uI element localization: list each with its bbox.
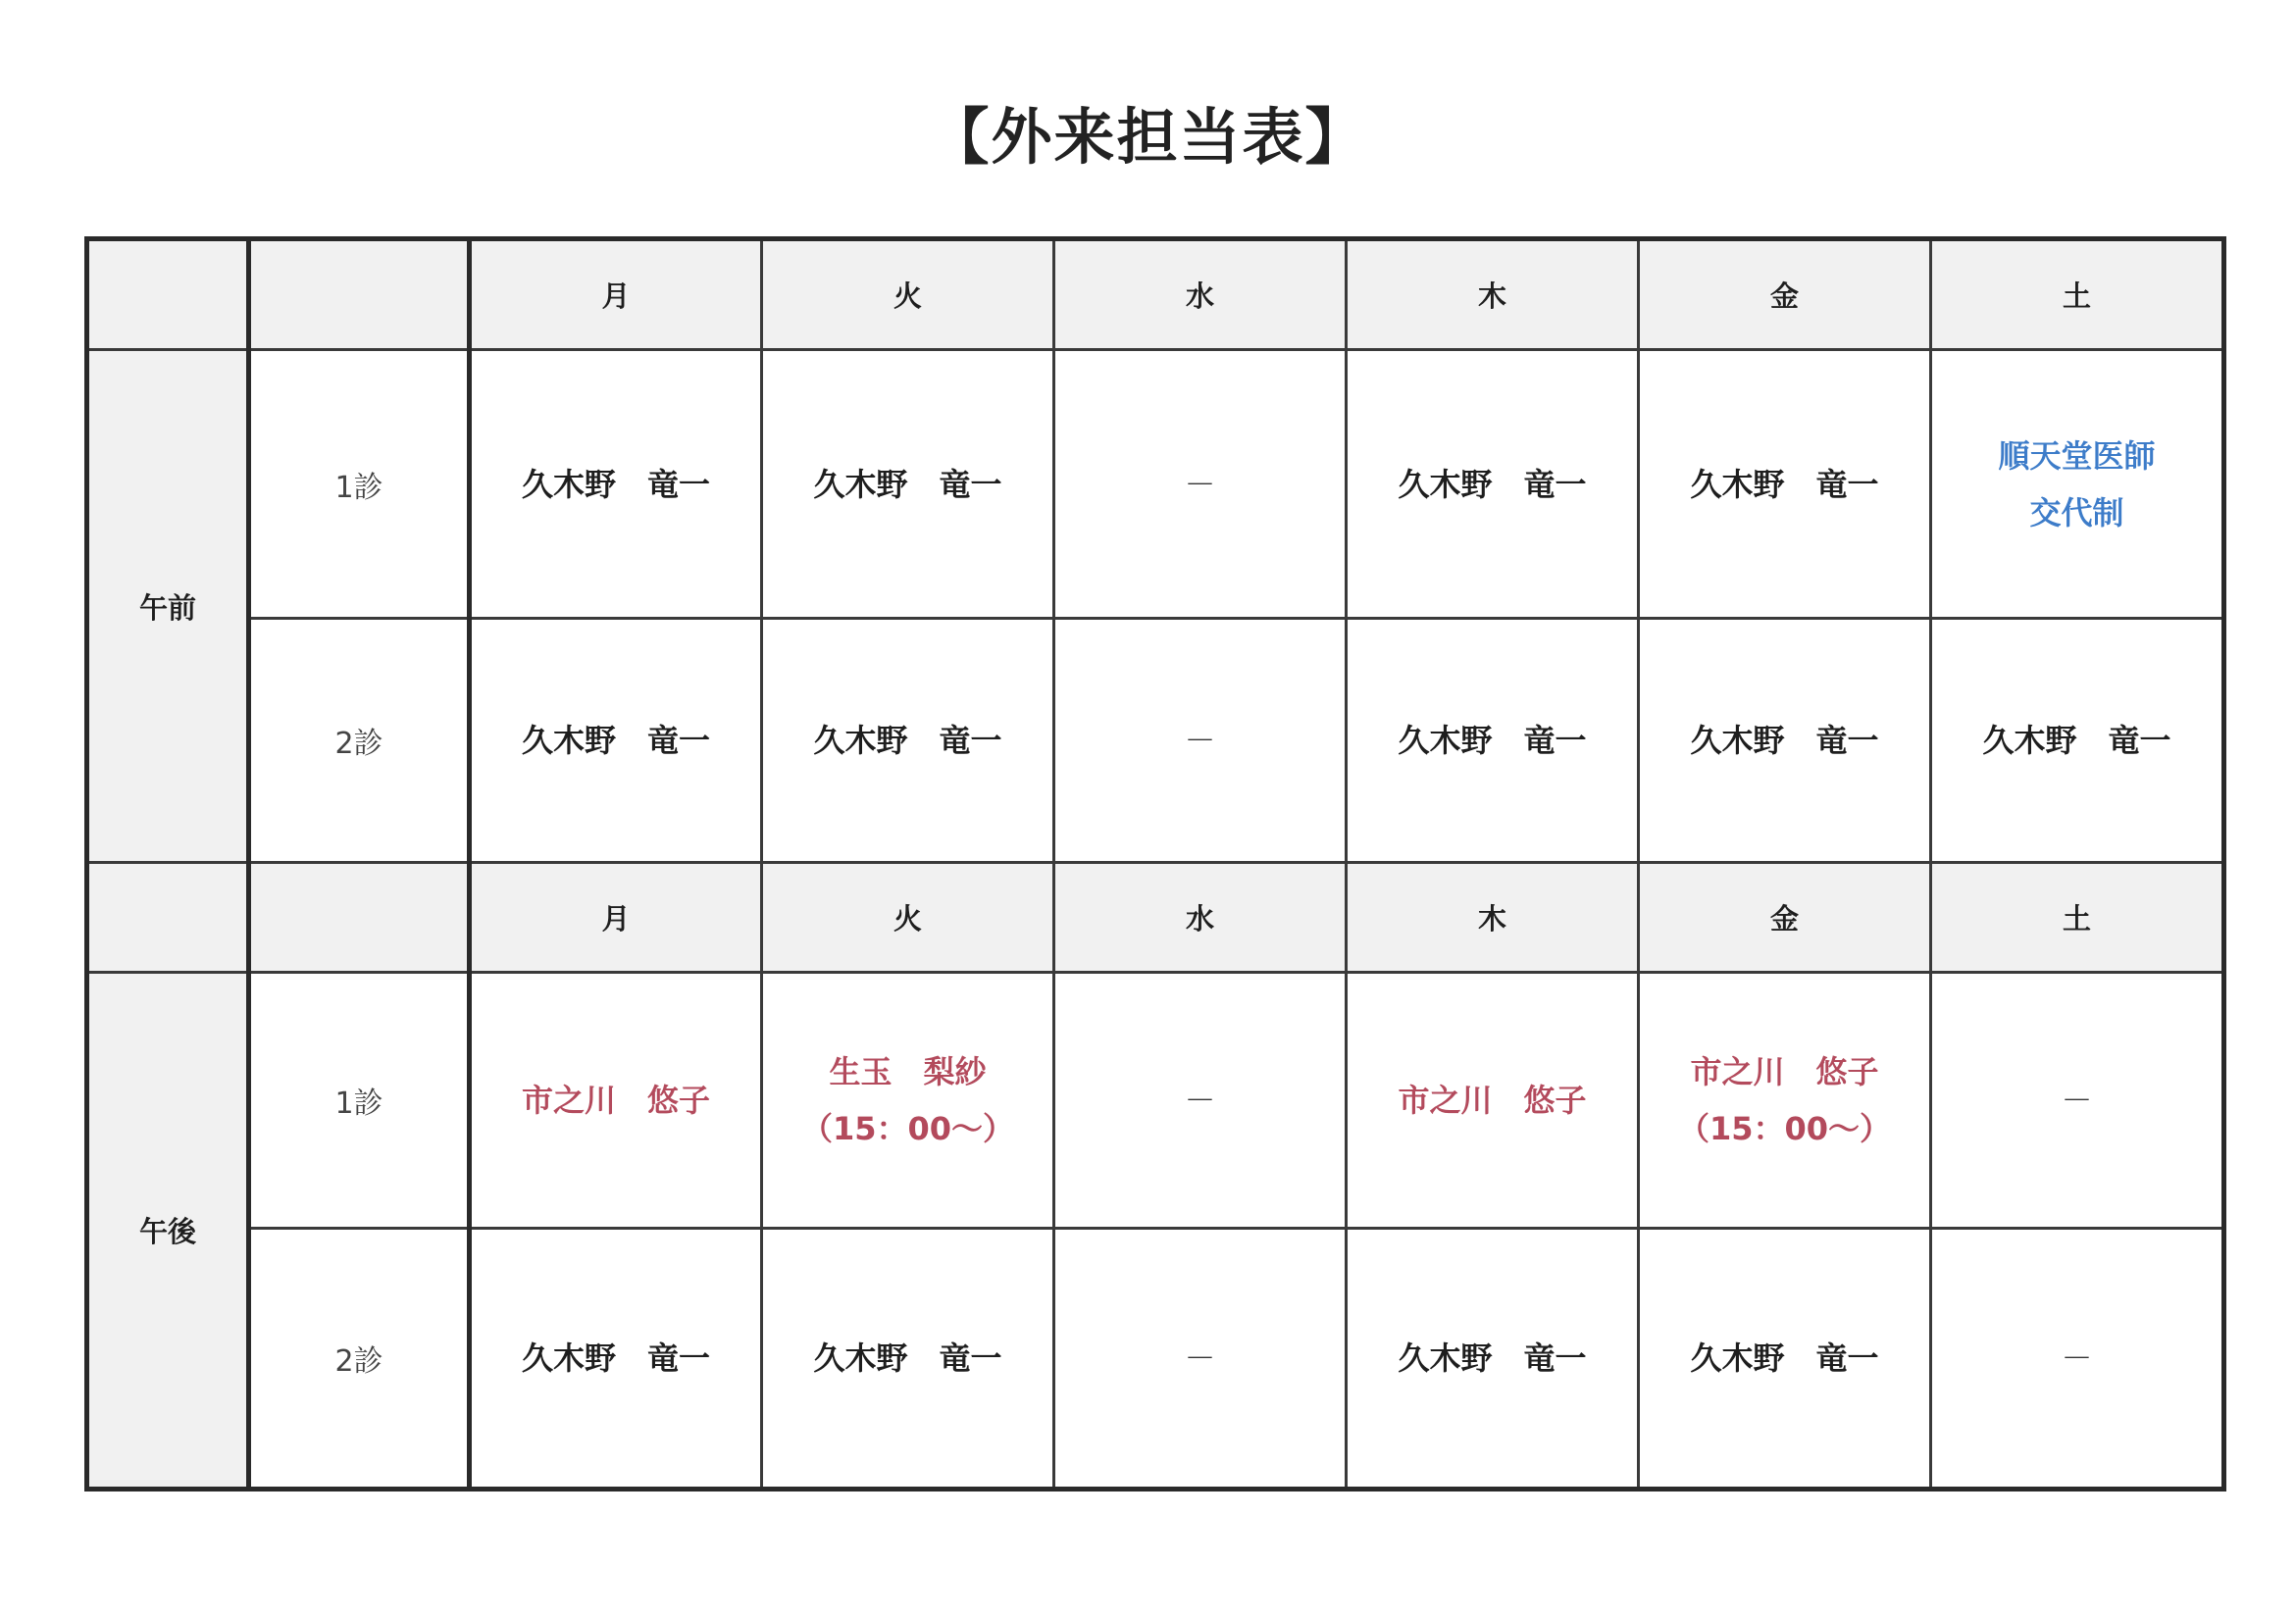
header-blank-period [87, 239, 249, 350]
schedule-cell-am1-thu: 久木野 竜一 [1347, 350, 1639, 619]
day-header-thu: 木 [1347, 239, 1639, 350]
schedule-cell-pm2-fri: 久木野 竜一 [1639, 1229, 1931, 1490]
afternoon-slot2-row [87, 1229, 2224, 1490]
header-blank-slot [249, 239, 470, 350]
day-header-sat: 土 [1931, 863, 2224, 973]
afternoon-slot1-row [87, 973, 2224, 1229]
day-header-wed: 水 [1054, 863, 1347, 973]
slot-label: 1診 [249, 350, 470, 619]
schedule-cell-pm2-mon: 久木野 竜一 [470, 1229, 762, 1490]
afternoon-day-header-row [87, 863, 2224, 973]
morning-day-header-row [87, 239, 2224, 350]
slot-label: 2診 [249, 1229, 470, 1490]
schedule-cell-am2-sat: 久木野 竜一 [1931, 619, 2224, 863]
schedule-cell-am1-wed: － [1054, 350, 1347, 619]
day-header-tue: 火 [762, 863, 1054, 973]
day-header-mon: 月 [470, 239, 762, 350]
schedule-cell-am2-wed: － [1054, 619, 1347, 863]
day-header-tue: 火 [762, 239, 1054, 350]
slot-label: 1診 [249, 973, 470, 1229]
schedule-cell-am1-fri: 久木野 竜一 [1639, 350, 1931, 619]
schedule-cell-am2-tue: 久木野 竜一 [762, 619, 1054, 863]
day-header-fri: 金 [1639, 239, 1931, 350]
schedule-cell-pm1-tue: 生玉 梨紗 （15：00～） [762, 973, 1054, 1229]
schedule-cell-pm2-tue: 久木野 竜一 [762, 1229, 1054, 1490]
page-title: 【外来担当表】 [928, 101, 1368, 173]
schedule-cell-pm1-fri: 市之川 悠子 （15：00～） [1639, 973, 1931, 1229]
morning-slot2-row [87, 619, 2224, 863]
schedule-cell-am1-tue: 久木野 竜一 [762, 350, 1054, 619]
schedule-cell-pm2-thu: 久木野 竜一 [1347, 1229, 1639, 1490]
schedule-cell-am2-thu: 久木野 竜一 [1347, 619, 1639, 863]
schedule-cell-pm1-mon: 市之川 悠子 [470, 973, 762, 1229]
day-header-thu: 木 [1347, 863, 1639, 973]
morning-slot1-row [87, 350, 2224, 619]
schedule-cell-am2-mon: 久木野 竜一 [470, 619, 762, 863]
schedule-cell-pm1-wed: － [1054, 973, 1347, 1229]
period-label-afternoon: 午後 [87, 973, 249, 1490]
schedule-cell-am2-fri: 久木野 竜一 [1639, 619, 1931, 863]
day-header-sat: 土 [1931, 239, 2224, 350]
schedule-cell-am1-mon: 久木野 竜一 [470, 350, 762, 619]
schedule-cell-pm1-sat: － [1931, 973, 2224, 1229]
period-label-morning: 午前 [87, 350, 249, 863]
schedule-cell-pm2-sat: － [1931, 1229, 2224, 1490]
schedule-cell-pm1-thu: 市之川 悠子 [1347, 973, 1639, 1229]
day-header-fri: 金 [1639, 863, 1931, 973]
header-blank-period [87, 863, 249, 973]
outpatient-schedule-table [84, 236, 2226, 1492]
schedule-cell-pm2-wed: － [1054, 1229, 1347, 1490]
schedule-cell-am1-sat: 順天堂医師 交代制 [1931, 350, 2224, 619]
day-header-wed: 水 [1054, 239, 1347, 350]
header-blank-slot [249, 863, 470, 973]
slot-label: 2診 [249, 619, 470, 863]
day-header-mon: 月 [470, 863, 762, 973]
